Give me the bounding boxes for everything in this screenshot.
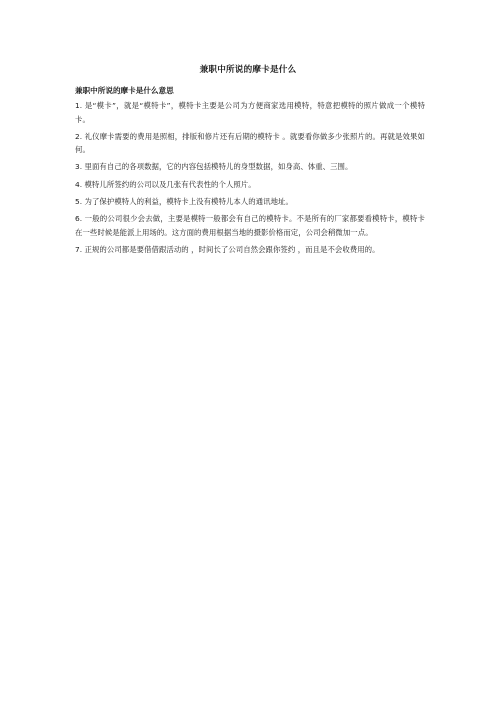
document-title: 兼职中所说的摩卡是什么 [199,65,297,75]
section-heading: 兼职中所说的摩卡是什么意思 [75,86,174,95]
paragraph-1: 1. 是“模卡”，就是“模特卡”，模特卡主要是公司为方便商家选用模特，特意把模特的照片做成一个模特卡。 [75,101,425,124]
paragraph-4: 4. 模特儿所签约的公司以及几张有代表性的个人照片。 [75,179,256,189]
document-body [75,84,425,260]
paragraph-6: 6. 一般的公司很少会去做，主要是模特一般都会有自己的模特卡。不是所有的厂家都要看模特卡，模特卡在一些时候是能派上用场的。这方面的费用根据当地的摄影价格而定，公司会稍微加一点。 [75,214,425,237]
paragraph-7: 7. 正规的公司都是要借借跟活动的 ，时间长了公司自然会跟你签约 ，而且是不会收费用的。 [75,244,380,254]
paragraph-3: 3. 里面有自己的各项数据，它的内容包括模特儿的身型数据，如身高、体重、三围。 [75,162,353,172]
paragraph-2: 2. 礼仪摩卡需要的费用是照相，排版和修片还有后期的模特卡 。就要看你做多少张照片的。再就是效果如何。 [75,131,425,155]
paragraph-5: 5. 为了保护模特人的利益，模特卡上没有模特儿本人的通讯地址。 [75,197,293,207]
